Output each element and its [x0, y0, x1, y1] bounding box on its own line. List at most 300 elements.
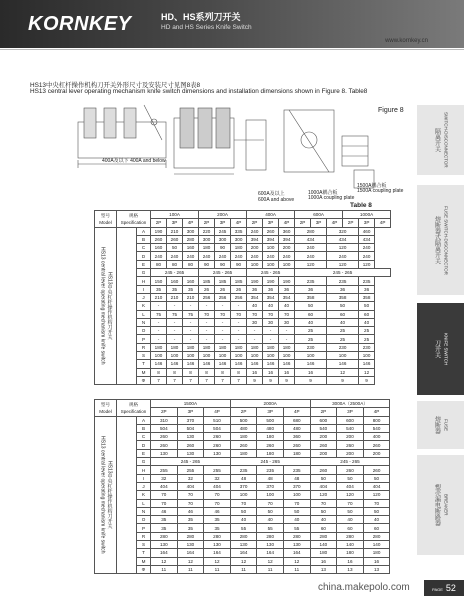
model-side-en: HS13 central lever operating mechanism knife switch [99, 247, 106, 365]
dimension-value-cell: 240 [247, 227, 263, 235]
dimension-key-cell: A [137, 416, 151, 424]
dimension-value-cell: 12 [177, 557, 204, 565]
dimension-value-cell: 35 [204, 524, 231, 532]
dimension-key-cell: R [137, 532, 151, 540]
sidebar-label-en: KNIFE SWITCH [443, 332, 449, 366]
dimension-value-cell: 40 [283, 516, 310, 524]
rating-group-header: 200A [199, 211, 247, 219]
dimension-value-cell: 35 [177, 524, 204, 532]
dimension-key-cell: C [137, 244, 151, 252]
dimension-value-cell: 12 [327, 368, 359, 376]
dimension-value-cell: 404 [363, 482, 390, 490]
dimension-value-cell: - [199, 327, 215, 335]
dimension-value-cell: 12 [283, 557, 310, 565]
dimension-value-cell: - [279, 327, 295, 335]
table-row [95, 433, 390, 441]
dimension-value-cell: 240 [167, 252, 183, 260]
model-side-cell [95, 416, 117, 574]
dimension-value-cell: 358 [359, 293, 375, 301]
pole-header-cell: 4P [327, 219, 343, 227]
dimension-key-cell: H [137, 277, 151, 285]
dimension-value-cell: 256 [215, 293, 231, 301]
pole-header-cell: 2P [230, 408, 257, 416]
dimension-value-cell: 100 [230, 491, 257, 499]
table-row [95, 310, 391, 318]
dimension-value-cell: 180 [230, 433, 257, 441]
dimension-value-cell: 16 [247, 368, 263, 376]
dimension-value-cell: 11 [230, 565, 257, 573]
dimension-value-cell: 70 [204, 499, 231, 507]
dimension-value-cell: 100 [247, 260, 263, 268]
category-sidebar [417, 105, 464, 585]
dimension-value-cell: 130 [177, 433, 204, 441]
dimension-value-cell: 70 [230, 499, 257, 507]
dimension-value-cell: 190 [263, 277, 279, 285]
dimension-drawing [74, 100, 379, 200]
dimension-value-cell: 25 [327, 335, 359, 343]
dimension-value-cell: 180 [279, 343, 295, 351]
dimension-value-cell: 7 [215, 376, 231, 384]
table-row [95, 343, 391, 351]
dimension-value-cell: 70 [247, 310, 263, 318]
dimension-value-cell: 404 [337, 482, 364, 490]
dimension-value-cell: 180 [247, 343, 263, 351]
dimension-value-cell: 50 [327, 302, 359, 310]
dimension-value-cell: 256 [199, 293, 215, 301]
dimension-value-cell: 48 [230, 474, 257, 482]
dimension-value-cell: 160 [167, 277, 183, 285]
page-label: PAGE [432, 587, 443, 592]
table-row [95, 474, 390, 482]
dimension-value-cell: 240 [359, 244, 375, 252]
table-row [95, 424, 390, 432]
dimension-value-cell: - [279, 335, 295, 343]
dimension-value-cell: 40 [257, 516, 284, 524]
dimension-value-cell: 70 [279, 310, 295, 318]
table-row [95, 541, 390, 549]
dimension-value-cell: 210 [183, 293, 199, 301]
dimension-value-cell: - [151, 335, 167, 343]
dimension-value-cell: 130 [283, 541, 310, 549]
dimension-value-cell: 235 [283, 466, 310, 474]
dimension-value-cell: 60 [359, 310, 375, 318]
dimension-value-cell: 240 [151, 252, 167, 260]
dimension-range-cell: 245 - 265 [247, 269, 295, 277]
dimension-value-cell: 180 [310, 549, 337, 557]
dimension-value-cell: 260 [337, 441, 364, 449]
dimension-value-cell: 160 [151, 244, 167, 252]
table-row [95, 549, 390, 557]
dimension-value-cell: 240 [295, 252, 327, 260]
dimension-value-cell: 12 [257, 557, 284, 565]
table-row [95, 376, 391, 384]
dimension-key-cell: E [137, 449, 151, 457]
dimension-value-cell: 180 [337, 549, 364, 557]
pole-header-cell: 4P [283, 408, 310, 416]
pole-header-cell: 2P [343, 219, 359, 227]
model-side-cn: HS13中央杠杆操作机构刀开关 [106, 461, 113, 529]
dimension-value-cell: 200 [363, 449, 390, 457]
dimension-value-cell: 185 [215, 277, 231, 285]
dimension-value-cell: - [231, 302, 247, 310]
header-title: HD、HS系列刀开关 [161, 12, 241, 22]
rating-group-header: 1000A [343, 211, 391, 219]
dimension-value-cell: 404 [151, 482, 178, 490]
dimension-value-cell: 75 [167, 310, 183, 318]
dimension-key-cell: L [137, 499, 151, 507]
dimension-value-cell: 8 [215, 368, 231, 376]
dimension-value-cell: 280 [337, 532, 364, 540]
dimension-value-cell: 146 [263, 360, 279, 368]
dimension-value-cell: 70 [257, 499, 284, 507]
dimension-value-cell: 180 [215, 343, 231, 351]
dimension-value-cell: 240 [183, 252, 199, 260]
dimension-value-cell: 11 [283, 565, 310, 573]
dimension-value-cell: 130 [177, 449, 204, 457]
pole-header-cell: 2P [199, 219, 215, 227]
dimension-value-cell: 354 [279, 293, 295, 301]
dimension-value-cell: 25 [295, 335, 327, 343]
dimension-value-cell: - [167, 318, 183, 326]
dimension-value-cell: 140 [363, 541, 390, 549]
dimension-value-cell: 36 [295, 285, 327, 293]
dimension-value-cell: 100 [231, 352, 247, 360]
model-label-cn: 型号 [100, 401, 111, 407]
dimension-value-cell: 280 [177, 532, 204, 540]
dimension-value-cell: 35 [151, 516, 178, 524]
dimension-value-cell: 70 [310, 499, 337, 507]
rating-group-header: 100A [151, 211, 199, 219]
dimension-value-cell: 370 [283, 482, 310, 490]
dimension-value-cell: 40 [295, 318, 327, 326]
dimension-value-cell: 26 [199, 285, 215, 293]
dimension-value-cell: - [183, 335, 199, 343]
dimension-value-cell: 9 [247, 376, 263, 384]
dimension-value-cell: 200 [247, 244, 263, 252]
dimension-value-cell: 220 [199, 227, 215, 235]
dimension-key-cell: H [137, 466, 151, 474]
dimension-value-cell: 25 [359, 327, 375, 335]
dimension-value-cell: 200 [279, 244, 295, 252]
dimension-value-cell: 55 [230, 524, 257, 532]
dimension-value-cell: 100 [327, 352, 359, 360]
dimension-value-cell: 180 [231, 343, 247, 351]
dimension-value-cell: 36 [247, 285, 263, 293]
page-number: 52 [445, 583, 456, 593]
dimension-value-cell: 35 [167, 285, 183, 293]
dimension-value-cell: 25 [359, 335, 375, 343]
dimension-value-cell: 7 [183, 376, 199, 384]
dimension-key-cell: K [137, 302, 151, 310]
dimension-range-cell: 245 - 265 [151, 269, 199, 277]
dimension-value-cell: 12 [359, 368, 375, 376]
dimension-value-cell: 11 [177, 565, 204, 573]
dimension-value-cell: 120 [310, 491, 337, 499]
sidebar-tab-knife-switch[interactable] [417, 303, 464, 395]
dimension-value-cell: - [199, 302, 215, 310]
dimension-key-cell: S [137, 352, 151, 360]
dimension-value-cell: 480 [283, 424, 310, 432]
dimension-value-cell: 130 [151, 449, 178, 457]
dimension-key-cell: N [137, 318, 151, 326]
dimension-value-cell: - [231, 335, 247, 343]
pole-header-cell: 2P [310, 408, 337, 416]
dimension-value-cell: 35 [183, 285, 199, 293]
dimension-value-cell: - [183, 318, 199, 326]
dimension-value-cell: 404 [204, 482, 231, 490]
sidebar-tab-switch-disconnector[interactable] [417, 105, 464, 175]
pole-header-cell: 3P [167, 219, 183, 227]
dimension-key-cell: C [137, 433, 151, 441]
pole-header-cell: 3P [177, 408, 204, 416]
dimension-value-cell: 9 [327, 376, 359, 384]
dimension-value-cell: 260 [363, 441, 390, 449]
dimension-value-cell: 280 [151, 532, 178, 540]
dimension-key-cell: L [137, 310, 151, 318]
dimension-value-cell: 146 [151, 360, 167, 368]
sidebar-label-en: BREAKER [443, 494, 449, 516]
dimension-key-cell: A [137, 227, 151, 235]
dimension-value-cell: - [247, 335, 263, 343]
dimension-value-cell: 100 [167, 352, 183, 360]
dimension-value-cell: 50 [337, 474, 364, 482]
dimension-value-cell: 164 [151, 549, 178, 557]
dimension-key-cell: G [137, 458, 151, 466]
dimension-value-cell: 9 [279, 376, 295, 384]
dimension-value-cell: - [151, 327, 167, 335]
dimension-key-cell: J [137, 482, 151, 490]
dimension-key-cell: T [137, 360, 151, 368]
dimension-value-cell: 16 [279, 368, 295, 376]
dimension-key-cell: I [137, 474, 151, 482]
dimension-value-cell: 300 [199, 235, 215, 243]
dimension-value-cell: 335 [231, 227, 247, 235]
dimension-value-cell: 11 [151, 565, 178, 573]
dimension-value-cell: 280 [183, 235, 199, 243]
dimension-value-cell: - [183, 302, 199, 310]
dimension-value-cell: 7 [199, 376, 215, 384]
dimension-value-cell: 40 [327, 318, 359, 326]
spec-spacer-cell [117, 416, 137, 574]
dimension-value-cell: 240 [199, 252, 215, 260]
dimension-value-cell: 13 [310, 565, 337, 573]
dimension-value-cell: 146 [327, 360, 359, 368]
dimension-value-cell: 480 [257, 424, 284, 432]
dimension-value-cell: 230 [295, 343, 327, 351]
dimension-value-cell: 504 [177, 424, 204, 432]
dimension-value-cell: 16 [310, 557, 337, 565]
dimension-value-cell: 300 [183, 227, 199, 235]
dimension-key-cell: O [137, 516, 151, 524]
table-row [95, 227, 391, 235]
dimension-value-cell: 50 [363, 474, 390, 482]
pole-header-cell: 3P [257, 408, 284, 416]
dimension-value-cell: - [215, 335, 231, 343]
dimension-value-cell: 600 [337, 416, 364, 424]
dimension-value-cell: 25 [295, 327, 327, 335]
dimension-value-cell: 360 [283, 433, 310, 441]
dimension-value-cell: 55 [283, 524, 310, 532]
sidebar-tab-fuse-switch-disconnector[interactable] [417, 185, 464, 295]
dimension-value-cell: 240 [279, 252, 295, 260]
table-row [95, 235, 391, 243]
dimension-key-cell: P [137, 335, 151, 343]
dimension-value-cell: 25 [327, 327, 359, 335]
table-row [95, 416, 390, 424]
dimension-value-cell: 164 [283, 549, 310, 557]
sidebar-tab-fuse[interactable] [417, 401, 464, 449]
sidebar-label-cn: 隔离开关 [433, 128, 440, 152]
dimension-value-cell: 48 [283, 474, 310, 482]
dimension-value-cell: 50 [359, 302, 375, 310]
spec-label-en: Specification [120, 219, 147, 225]
dimension-value-cell: 280 [230, 532, 257, 540]
dimension-value-cell: - [263, 327, 279, 335]
table-row [95, 244, 391, 252]
dimension-value-cell: 36 [263, 285, 279, 293]
table-row [95, 335, 391, 343]
dimension-value-cell: 800 [363, 416, 390, 424]
pole-header-cell: 4P [279, 219, 295, 227]
dimension-value-cell: 180 [199, 343, 215, 351]
dimension-key-cell: M [137, 368, 151, 376]
dimension-value-cell: 300 [215, 235, 231, 243]
dimension-value-cell: 260 [310, 441, 337, 449]
dimension-value-cell: 60 [363, 524, 390, 532]
model-label-cn: 型号 [100, 212, 111, 218]
table-label: Table 8 [350, 202, 372, 209]
dimension-value-cell: - [247, 327, 263, 335]
dimension-value-cell: 260 [204, 433, 231, 441]
dimension-value-cell: 40 [359, 318, 375, 326]
dimension-value-cell: 40 [363, 516, 390, 524]
table-row [95, 482, 390, 490]
dimension-value-cell: 200 [310, 449, 337, 457]
table-row [95, 507, 390, 515]
dimension-value-cell: 8 [199, 368, 215, 376]
dimension-value-cell: 504 [151, 424, 178, 432]
dimension-key-cell: Φ [137, 376, 151, 384]
spec-header-cell [117, 211, 151, 228]
dimension-value-cell: 90 [215, 244, 231, 252]
dimension-value-cell: 50 [337, 507, 364, 515]
table-header-row [95, 400, 390, 408]
dimension-value-cell: - [231, 327, 247, 335]
dimension-value-cell: 70 [337, 499, 364, 507]
page-number-badge [424, 580, 464, 596]
pole-header-cell: 4P [231, 219, 247, 227]
caption-400a: 400A及以下 400A and below [102, 158, 166, 164]
dimension-key-cell: K [137, 491, 151, 499]
model-label-en: Model [99, 219, 112, 225]
dimension-value-cell: 36 [327, 285, 359, 293]
table-row [95, 565, 390, 573]
dimension-value-cell: 120 [359, 260, 375, 268]
dimension-value-cell: 180 [183, 343, 199, 351]
dimension-key-cell: I [137, 285, 151, 293]
dimension-value-cell: 160 [183, 277, 199, 285]
dimension-value-cell: 13 [337, 565, 364, 573]
dimension-value-cell: 180 [257, 433, 284, 441]
dimension-value-cell: 260 [257, 441, 284, 449]
dimension-value-cell: 40 [279, 302, 295, 310]
sidebar-label-en: SWITCH-DISCONNECTOR [443, 112, 449, 168]
dimension-value-cell: 210 [167, 227, 183, 235]
dimension-value-cell: 35 [151, 285, 167, 293]
dimension-value-cell: 8 [183, 368, 199, 376]
dimension-value-cell: 50 [283, 507, 310, 515]
dimension-value-cell: 180 [230, 449, 257, 457]
table-row [95, 557, 390, 565]
dimension-value-cell: 130 [177, 541, 204, 549]
dimension-value-cell: 120 [327, 244, 359, 252]
dimension-key-cell: B [137, 235, 151, 243]
dimension-value-cell: 180 [257, 449, 284, 457]
dimension-value-cell: 36 [279, 285, 295, 293]
dimension-value-cell: 540 [310, 424, 337, 432]
dimension-value-cell: 46 [151, 507, 178, 515]
dimension-value-cell: 75 [183, 310, 199, 318]
dimension-key-cell: D [137, 252, 151, 260]
brand-logo: KORNKEY [28, 13, 132, 35]
dimension-value-cell: 35 [151, 524, 178, 532]
dimension-value-cell: 40 [247, 302, 263, 310]
caption-1500a-cn: 1500A耦合板 [357, 183, 387, 189]
table-row [95, 293, 391, 301]
dimension-value-cell: 240 [295, 244, 327, 252]
dimension-value-cell: 9 [359, 376, 375, 384]
dimension-value-cell: 255 [151, 466, 178, 474]
sidebar-label-cn: 刀开关 [433, 340, 440, 358]
sidebar-label-cn: 熔断器 [433, 416, 440, 434]
dimension-key-cell: E [137, 260, 151, 268]
spec-label-en: Specification [120, 408, 147, 414]
model-header-cell [95, 211, 117, 228]
dimension-value-cell: 140 [337, 541, 364, 549]
dimension-key-cell: O [137, 327, 151, 335]
dimension-value-cell: 180 [363, 549, 390, 557]
dimension-value-cell: 130 [204, 449, 231, 457]
dimension-value-cell: 260 [283, 441, 310, 449]
spec-header-cell [117, 400, 151, 417]
dimension-value-cell: 12 [204, 557, 231, 565]
dimension-value-cell: 70 [231, 310, 247, 318]
dimension-value-cell: 100 [183, 352, 199, 360]
model-side-en: HS13 central lever operating mechanism knife switch [99, 436, 106, 554]
dimension-value-cell: 80 [151, 260, 167, 268]
table-header-row [95, 211, 391, 219]
dimension-value-cell: 480 [230, 424, 257, 432]
dimension-value-cell: 235 [359, 277, 375, 285]
model-header-cell [95, 400, 117, 417]
dimension-value-cell: 30 [279, 318, 295, 326]
dimension-value-cell: 260 [151, 433, 178, 441]
dimension-value-cell: 100 [247, 352, 263, 360]
dimension-value-cell: 70 [263, 310, 279, 318]
dimension-value-cell: - [231, 318, 247, 326]
website-url[interactable]: www.kornkey.cn [385, 38, 428, 44]
sidebar-tab-breaker[interactable] [417, 455, 464, 555]
dimension-value-cell: 100 [215, 352, 231, 360]
dimension-value-cell: 32 [151, 474, 178, 482]
dimension-value-cell: 80 [183, 260, 199, 268]
dimension-value-cell: 260 [230, 441, 257, 449]
dimension-value-cell: 120 [337, 491, 364, 499]
model-label-en: Model [99, 408, 112, 414]
dimension-range-cell: 245 - 265 [310, 458, 390, 466]
dimension-value-cell: - [263, 335, 279, 343]
dimension-value-cell: 7 [167, 376, 183, 384]
